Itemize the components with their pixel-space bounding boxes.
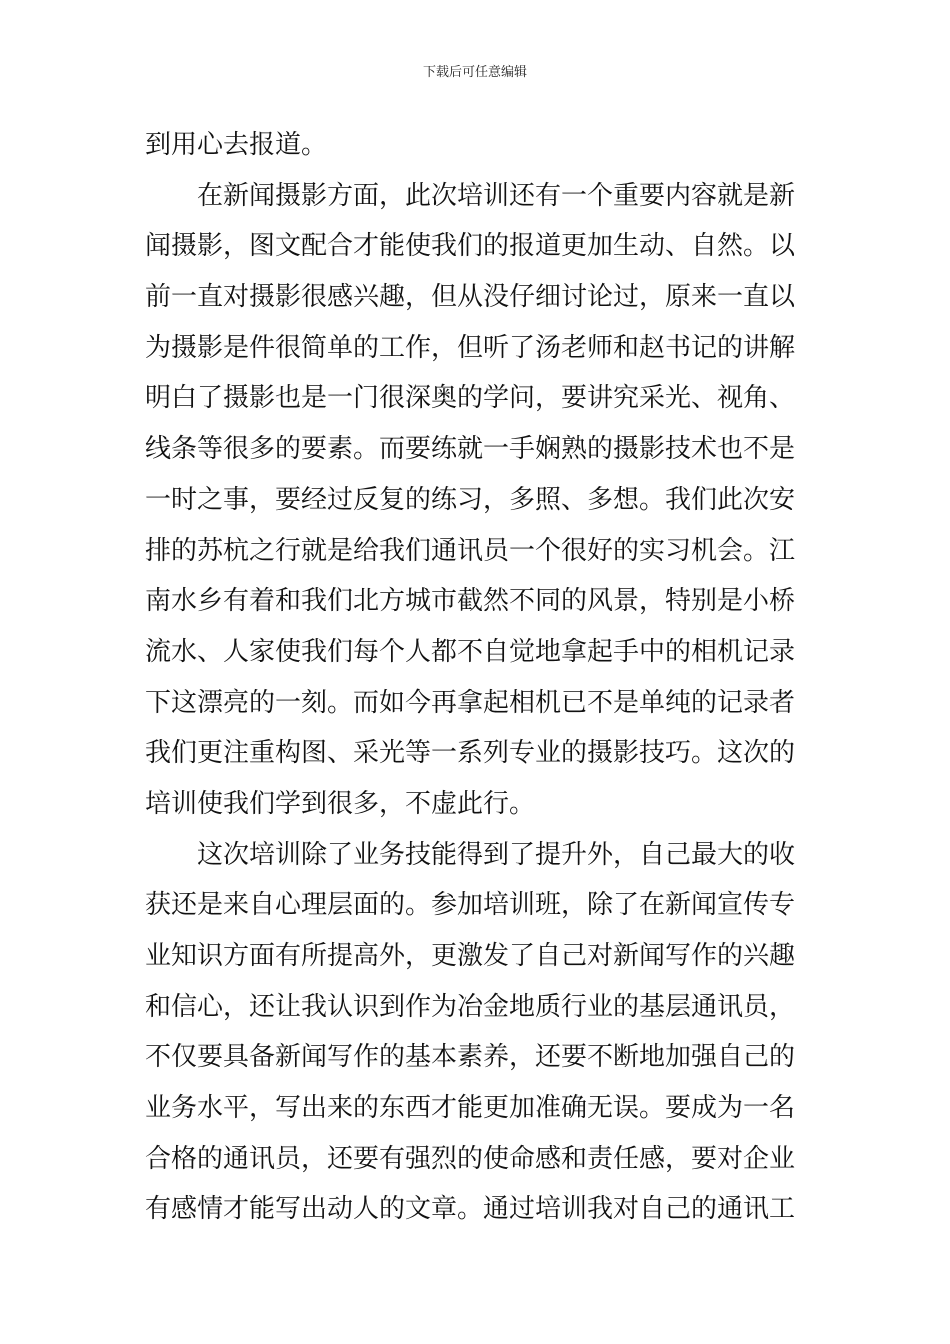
page-header: 下载后可任意编辑 bbox=[422, 65, 527, 80]
text-line: 有感情才能写出动人的文章。通过培训我对自己的通讯工 bbox=[145, 1194, 796, 1225]
text-line: 不仅要具备新闻写作的基本素养，还要不断地加强自己的 bbox=[145, 1042, 796, 1073]
text-line: 下这漂亮的一刻。而如今再拿起相机已不是单纯的记录者 bbox=[145, 687, 796, 718]
text-line: 一时之事，要经过反复的练习，多照、多想。我们此次安 bbox=[145, 484, 796, 515]
text-line: 业务水平，写出来的东西才能更加准确无误。要成为一名 bbox=[145, 1093, 796, 1124]
paragraph-start-line: 这次培训除了业务技能得到了提升外，自己最大的收 bbox=[197, 839, 796, 870]
text-line: 南水乡有着和我们北方城市截然不同的风景，特别是小桥 bbox=[145, 586, 796, 617]
text-line: 前一直对摄影很感兴趣，但从没仔细讨论过，原来一直以 bbox=[145, 282, 796, 313]
text-line: 我们更注重构图、采光等一系列专业的摄影技巧。这次的 bbox=[145, 738, 796, 769]
text-line: 到用心去报道。 bbox=[145, 130, 328, 160]
text-line: 获还是来自心理层面的。参加培训班，除了在新闻宣传专 bbox=[145, 890, 796, 921]
text-line: 流水、人家使我们每个人都不自觉地拿起手中的相机记录 bbox=[145, 636, 796, 667]
text-line: 闻摄影，图文配合才能使我们的报道更加生动、自然。以 bbox=[145, 231, 796, 262]
text-line: 线条等很多的要素。而要练就一手娴熟的摄影技术也不是 bbox=[145, 434, 796, 465]
text-line: 业知识方面有所提高外，更激发了自己对新闻写作的兴趣 bbox=[145, 941, 796, 971]
text-line: 合格的通讯员，还要有强烈的使命感和责任感，要对企业 bbox=[145, 1143, 796, 1174]
document-body bbox=[145, 120, 810, 1235]
paragraph-start-line: 在新闻摄影方面，此次培训还有一个重要内容就是新 bbox=[197, 180, 796, 211]
text-line: 和信心，还让我认识到作为冶金地质行业的基层通讯员， bbox=[145, 991, 796, 1022]
text-line: 为摄影是件很简单的工作，但听了汤老师和赵书记的讲解 bbox=[145, 332, 796, 363]
text-line: 培训使我们学到很多，不虚此行。 bbox=[145, 788, 536, 819]
text-line: 排的苏杭之行就是给我们通讯员一个很好的实习机会。江 bbox=[145, 535, 796, 566]
text-line: 明白了摄影也是一门很深奥的学问，要讲究采光、视角、 bbox=[145, 383, 796, 414]
